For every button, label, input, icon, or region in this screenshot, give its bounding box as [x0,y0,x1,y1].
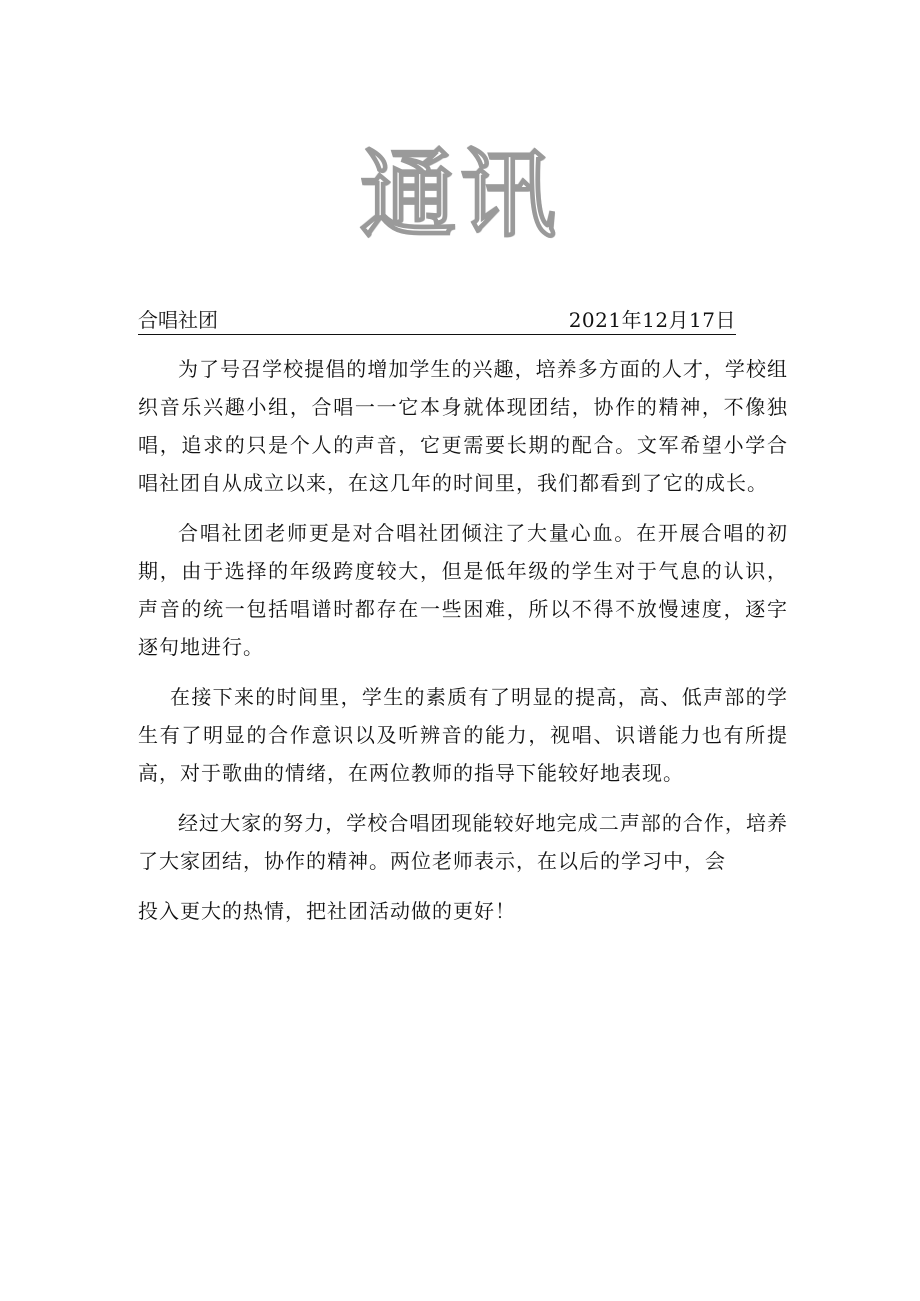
header-line [138,306,736,335]
article-body [138,350,788,942]
paragraph-intro: 为了号召学校提倡的增加学生的兴趣，培养多方面的人才，学校组织音乐兴趣小组，合唱一一它本身就体现团结，协作的精神，不像独唱，追求的只是个人的声音，它更需要长期的配合。文军希望小学合唱社团自从成立以来，在这几年的时间里，我们都看到了它的成长。 [138,357,788,495]
masthead [340,130,580,260]
masthead-title: 通讯 [360,139,560,251]
issue-date: 2021年12月17日 [568,308,736,332]
paragraph-progress: 在接下来的时间里，学生的素质有了明显的提高，高、低声部的学生有了明显的合作意识以及听辨音的能力，视唱、识谱能力也有所提高，对于歌曲的情绪，在两位教师的指导下能较好地表现。 [138,685,788,785]
paragraph-teachers: 合唱社团老师更是对合唱社团倾注了大量心血。在开展合唱的初期，由于选择的年级跨度较大，但是低年级的学生对于气息的认识，声音的统一包括唱谱时都存在一些困难，所以不得不放慢速度，逐字逐句地进行。 [138,521,788,659]
paragraph-achievement: 经过大家的努力，学校合唱团现能较好地完成二声部的合作，培养了大家团结，协作的精神。两位老师表示，在以后的学习中，会 [138,811,788,873]
club-name: 合唱社团 [138,308,218,332]
paragraph-closing: 投入更大的热情，把社团活动做的更好！ [138,899,516,923]
